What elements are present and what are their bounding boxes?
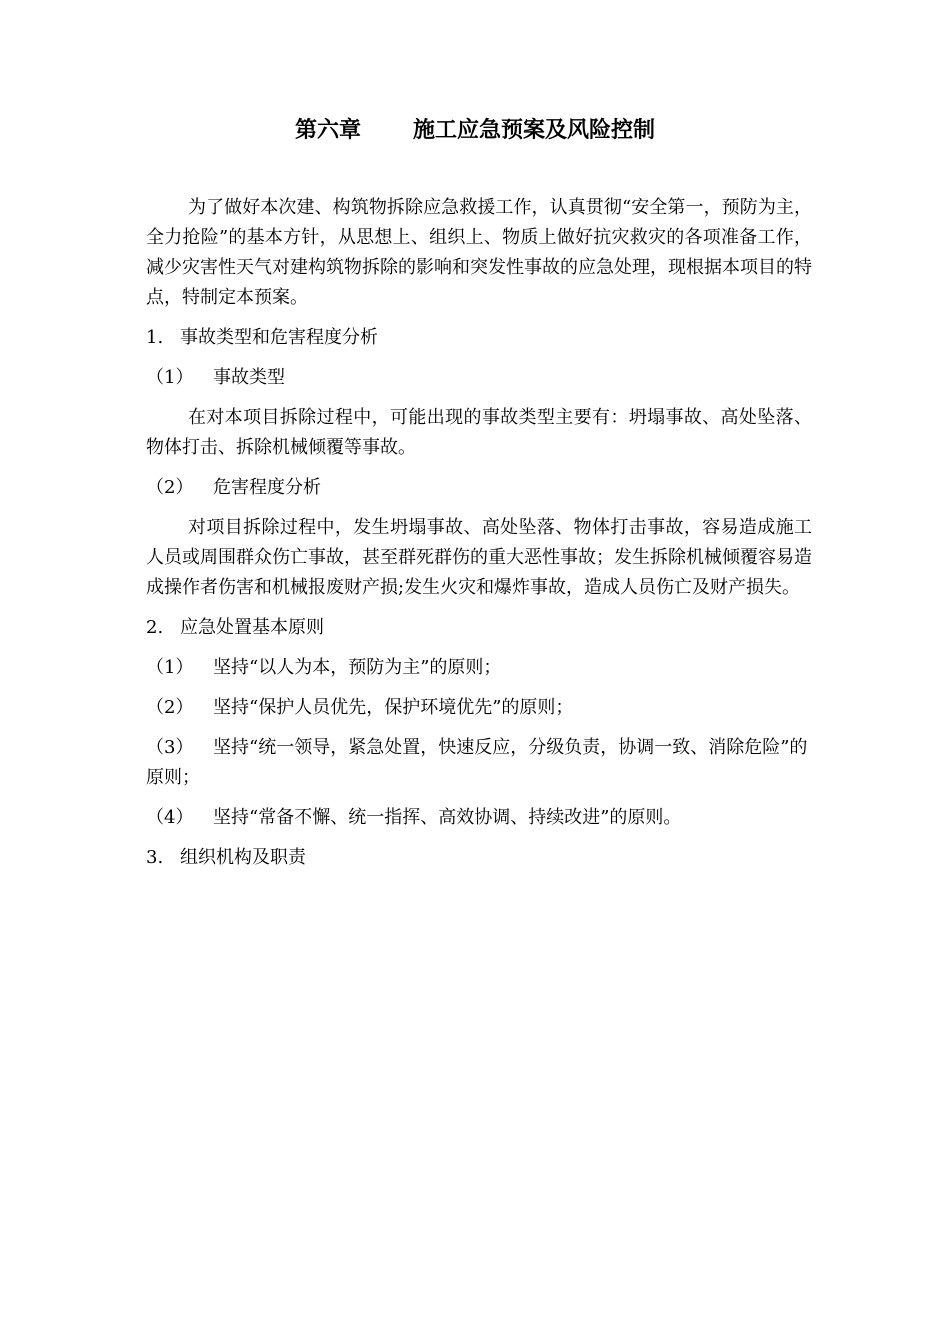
principle-number: （1） bbox=[146, 657, 194, 678]
section-title: 事故类型和危害程度分析 bbox=[180, 327, 378, 348]
chapter-name: 施工应急预案及风险控制 bbox=[413, 118, 656, 143]
document-body bbox=[146, 193, 812, 883]
section-heading-1 bbox=[146, 323, 812, 353]
section-number: 2. bbox=[146, 617, 164, 638]
chapter-title bbox=[0, 113, 950, 149]
section-heading-3 bbox=[146, 843, 812, 873]
intro-paragraph: 为了做好本次建、构筑物拆除应急救援工作，认真贯彻“安全第一，预防为主，全力抢险”的基本方针，从思想上、组织上、物质上做好抗灾救灾的各项准备工作，减少灾害性天气对建构筑物拆除的影响和突发性事故的应急处理，现根据本项目的特点，特制定本预案。 bbox=[146, 197, 812, 308]
hazard-analysis-paragraph: 对项目拆除过程中，发生坍塌事故、高处坠落、物体打击事故，容易造成施工人员或周围群众伤亡事故，甚至群死群伤的重大恶性事故；发生拆除机械倾覆容易造成操作者伤害和机械报废财产损;发生火灾和爆炸事故，造成人员伤亡及财产损失。 bbox=[146, 517, 812, 598]
principle-item bbox=[146, 803, 812, 833]
subsection-title: 危害程度分析 bbox=[213, 477, 321, 498]
principle-number: （4） bbox=[146, 807, 194, 828]
subsection-heading-1-1 bbox=[146, 363, 812, 393]
subsection-title: 事故类型 bbox=[213, 367, 285, 388]
section-number: 3. bbox=[146, 847, 164, 868]
principle-number: （3） bbox=[146, 737, 194, 758]
subsection-heading-1-2 bbox=[146, 473, 812, 503]
principle-text: 坚持“以人为本，预防为主”的原则； bbox=[213, 657, 502, 678]
principle-number: （2） bbox=[146, 697, 194, 718]
section-title: 应急处置基本原则 bbox=[180, 617, 324, 638]
principle-item bbox=[146, 653, 812, 683]
section-number: 1. bbox=[146, 327, 164, 348]
section-title: 组织机构及职责 bbox=[180, 847, 306, 868]
principle-text: 坚持“常备不懈、统一指挥、高效协调、持续改进”的原则。 bbox=[213, 807, 682, 828]
principle-text: 坚持“保护人员优先，保护环境优先”的原则； bbox=[213, 697, 574, 718]
principle-text: 坚持“统一领导，紧急处置，快速反应，分级负责，协调一致、消除危险”的原则； bbox=[146, 737, 808, 788]
principle-item bbox=[146, 733, 812, 793]
chapter-number: 第六章 bbox=[294, 118, 361, 143]
accident-types-paragraph: 在对本项目拆除过程中，可能出现的事故类型主要有：坍塌事故、高处坠落、物体打击、拆除机械倾覆等事故。 bbox=[146, 407, 812, 458]
section-heading-2 bbox=[146, 613, 812, 643]
subsection-number: （1） bbox=[146, 367, 194, 388]
subsection-number: （2） bbox=[146, 477, 194, 498]
principle-item bbox=[146, 693, 812, 723]
